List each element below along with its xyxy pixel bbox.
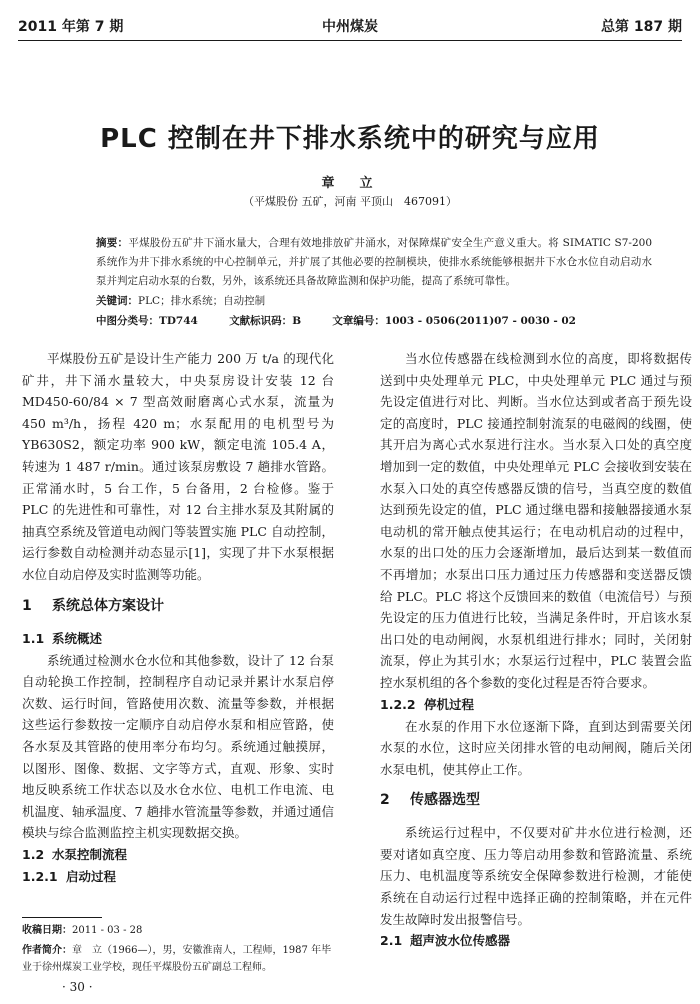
section-2-1-heading: 2.1 超声波水位传感器 bbox=[380, 933, 511, 949]
section-1-2-2-text: 在水泵的作用下水位逐渐下降，直到达到需要关闭水泵的水位，这时应关闭排水管的电动闸阀，随后关闭水泵电机，使其停止工作。 bbox=[380, 718, 692, 777]
section-1-heading: 1 系统总体方案设计 bbox=[22, 597, 164, 614]
page-number: · 30 · bbox=[62, 980, 93, 994]
article-number-value: 1003 - 0506(2011)07 - 0030 - 02 bbox=[384, 315, 576, 327]
total-issue-label: 总第 187 期 bbox=[601, 19, 682, 35]
abstract-label: 摘要： bbox=[96, 237, 129, 249]
author-name: 章 立 bbox=[321, 176, 379, 191]
footnote-rule bbox=[22, 917, 102, 918]
section-1-1-text: 系统通过检测水仓水位和其他参数，设计了 12 台泵自动轮换工作控制，控制程序自动记录并累计水泵启停次数、运行时间，管路使用次数、流量等参数，并根据这些运行参数按一定顺序自动启停水泵和相应管路，使各水泵及其管路的使用率分布均匀。系统通过触摸屏，以图形、图像、数据、文字等方式，直观、形象、实时地反映系统工作状态以及水仓水位、电机工作电流、电机温度、轴承温度、7 趟排水管流量等参数，并通过通信模块与综合监测监控主机实现数据交换。 bbox=[22, 652, 334, 841]
author-bio: 作者简介：章 立（1966—），男，安徽淮南人，工程师，1987 年毕业于徐州煤炭工业学校，现任平煤股份五矿副总工程师。 bbox=[22, 945, 332, 973]
header-rule bbox=[18, 40, 682, 41]
keywords bbox=[96, 292, 652, 311]
classification-line bbox=[96, 312, 652, 331]
running-header bbox=[18, 14, 682, 36]
author-affiliation: （平煤股份 五矿，河南 平顶山 467091） bbox=[243, 195, 457, 208]
issue-label: 2011 年第 7 期 bbox=[18, 19, 124, 35]
section-2-heading: 2 传感器选型 bbox=[380, 792, 480, 809]
clc-value: TD744 bbox=[159, 315, 198, 327]
intro-paragraph: 平煤股份五矿是设计生产能力 200 万 t/a 的现代化矿井，井下涌水量较大，中央泵房设计安装 12 台 MD450-60/84 × 7 型高效耐磨离心式水泵，流量为 450 m³/h，扬程 420 m；水泵配用的电机型号为 YB630S2，额定功率 900 kW，额定电流 105.4 A，转速为 1 487 r/min。通过该泵房敷设 7 趟排水管路。正常涌水时，5 台工作，5 台备用，2 台检修。鉴于 PLC 的先进性和可靠性，对 12 台主排水泵及其附属的抽真空系统及管道电动阀门等装置实施 PLC 自动控制，运行参数自动检测并动态显示[1]，实现了井下水泵根据水位自动启停及实时监测等功能。 bbox=[22, 351, 334, 582]
left-column bbox=[22, 348, 334, 888]
right-column bbox=[380, 348, 692, 952]
journal-name: 中州煤炭 bbox=[322, 19, 378, 35]
section-1-2-2-heading: 1.2.2 停机过程 bbox=[380, 696, 475, 712]
section-1-2-heading: 1.2 水泵控制流程 bbox=[22, 846, 128, 862]
abstract bbox=[96, 234, 652, 291]
doc-code-value: B bbox=[292, 315, 302, 327]
clc-label: 中图分类号： bbox=[96, 315, 159, 327]
keywords-label: 关键词： bbox=[96, 295, 138, 307]
abstract-text: 平煤股份五矿井下涌水量大，合理有效地排放矿井涌水，对保障煤矿安全生产意义重大。将 SIMATIC S7-200 系统作为井下排水系统的中心控制单元，并扩展了其他必要的控制模块，使排水系统能够根据井下水仓水位自动启动水泵并判定启动水泵的台数，另外，该系统还具备故障监测和保护功能，提高了系统可靠性。 bbox=[96, 237, 653, 287]
article-title: PLC 控制在井下排水系统中的研究与应用 bbox=[100, 124, 600, 154]
received-date: 收稿日期：2011 - 03 - 28 bbox=[22, 925, 143, 936]
doc-code-label: 文献标识码： bbox=[229, 315, 293, 327]
section-1-1-heading: 1.1 系统概述 bbox=[22, 630, 103, 646]
keywords-text: PLC；排水系统；自动控制 bbox=[138, 295, 266, 307]
section-1-2-1-heading: 1.2.1 启动过程 bbox=[22, 868, 117, 884]
startup-process-text: 当水位传感器在线检测到水位的高度，即将数据传送到中央处理单元 PLC，中央处理单元 PLC 通过与预先设定值进行对比、判断。当水位达到或者高于预先设定的高度时，PLC 接通控制射流泵的电磁阀的线圈，使其开启为离心式水泵进行注水。当水泵入口处的真空度增加到一定的数值，中央处理单元 PLC 会接收到安装在水泵入口处的真空传感器反馈的信号，当真空度的数值达到预先设定的值，PLC 通过继电器和接触器接通水泵电动机的常开触点使其运行；在电动机启动的过程中，水泵的出口处的压力会逐渐增加，最后达到某一数值而不再增加；水泵出口压力通过压力传感器和变送器反馈给 PLC。PLC 将这个反馈回来的数值（电流信号）与预先设定的压力值进行比较，当满足条件时，开启该水泵出口处的电动闸阀，水泵机组进行排水；同时，关闭射流泵，停止为其引水；水泵运行过程中，PLC 装置会监控水泵机组的各个参数的变化过程是否符合要求。 bbox=[380, 351, 692, 690]
section-2-text: 系统运行过程中，不仅要对矿井水位进行检测，还要对诸如真空度、压力等启动用参数和管路流量、系统压力、电机温度等系统安全保障参数进行检测，才能使系统在自动运行过程中选择正确的控制策略，并在元件发生故障时发出报警信号。 bbox=[380, 825, 692, 927]
article-number-label: 文章编号： bbox=[332, 315, 385, 327]
